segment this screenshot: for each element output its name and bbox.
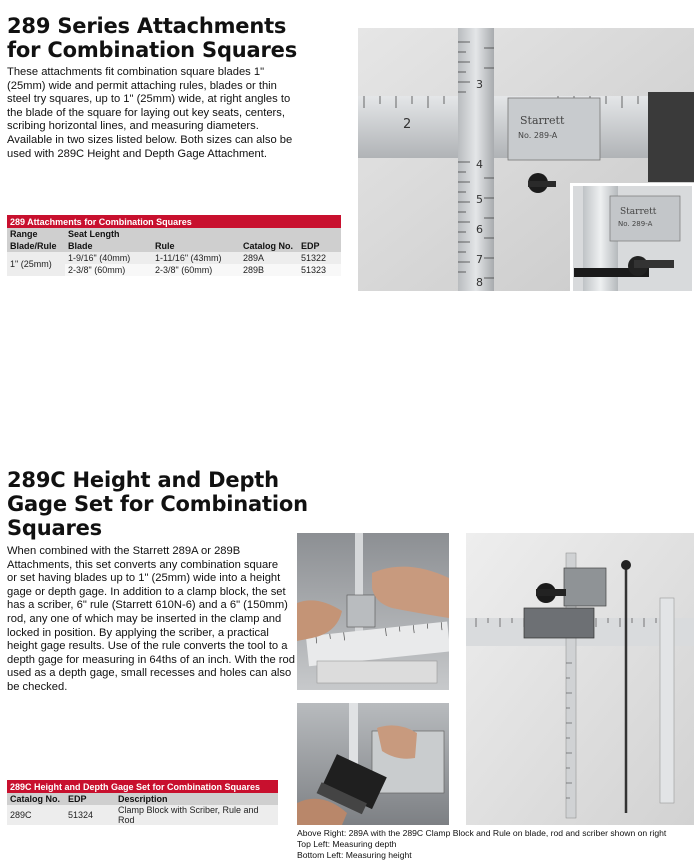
section-title-line: 289 Series Attachments xyxy=(7,14,287,38)
table-caption: 289C Height and Depth Gage Set for Combination Squares xyxy=(7,780,278,793)
table-cell: 51324 xyxy=(65,805,115,825)
text-line: used with 289C Height and Depth Gage Attachment. xyxy=(7,147,267,160)
column-header: Catalog No. xyxy=(7,793,65,805)
text-line: Attachments, this set converts any combination square xyxy=(7,558,279,571)
text-line: depth gage for measuring in 64ths of an inch. With the rod xyxy=(7,653,295,666)
column-header: Description xyxy=(115,793,278,805)
photo-caption xyxy=(297,828,666,861)
table-cell: 51323 xyxy=(298,264,341,276)
column-header: Catalog No. xyxy=(240,240,298,252)
photo-clamp-block-set xyxy=(466,533,694,825)
spec-table xyxy=(7,780,278,825)
spec-table xyxy=(7,215,341,276)
table-cell: 51322 xyxy=(298,252,341,264)
table-cell: 289A xyxy=(240,252,298,264)
table-cell: 2-3/8" (60mm) xyxy=(65,264,152,276)
caption-line: Top Left: Measuring depth xyxy=(297,839,397,849)
photo-measuring-depth xyxy=(297,533,449,690)
inset-engraving: No. 289-A xyxy=(618,220,653,228)
inset-engraving: Starrett xyxy=(620,207,657,217)
caption-line: Bottom Left: Measuring height xyxy=(297,850,412,860)
column-header: Blade xyxy=(65,240,152,252)
table-cell: 1-9/16" (40mm) xyxy=(65,252,152,264)
ruler-number: 6 xyxy=(476,223,483,236)
text-line: the blade of the square for laying out key seats, centers, xyxy=(7,106,285,119)
column-header: EDP xyxy=(65,793,115,805)
block-engraving: Starrett xyxy=(520,114,565,127)
text-line: height gage results. Use of the rule converts the tool to a xyxy=(7,640,288,653)
ruler-number: 7 xyxy=(476,253,483,266)
table-row xyxy=(7,252,341,264)
text-line: rod, any one of which may be inserted in the clamp and xyxy=(7,612,282,625)
text-line: Available in two sizes listed below. Both sizes can also be xyxy=(7,133,293,146)
section-title-line: Squares xyxy=(7,516,102,540)
column-header: EDP xyxy=(298,240,341,252)
text-line: When combined with the Starrett 289A or 289B xyxy=(7,545,241,557)
text-line: has a scriber, 6" rule (Starrett 610N-6) and a 6" (150mm) xyxy=(7,599,288,612)
section-description xyxy=(7,66,292,161)
column-header: Range xyxy=(7,228,65,240)
table-cell: 289C xyxy=(7,805,65,825)
text-line: locked in position. By applying the scriber, a practical xyxy=(7,626,269,639)
text-line: be checked. xyxy=(7,680,68,693)
section-description xyxy=(7,545,295,695)
ruler-number: 5 xyxy=(476,193,483,206)
product-photo-289a xyxy=(358,28,694,291)
section-title-line: 289C Height and Depth xyxy=(7,468,279,492)
table-cell: 289B xyxy=(240,264,298,276)
column-header: Seat Length xyxy=(65,228,152,240)
caption-line: Above Right: 289A with the 289C Clamp Block and Rule on blade, rod and scriber shown on right xyxy=(297,828,667,838)
text-line: steel try squares, up to 1" (25mm) wide, at right angles to xyxy=(7,93,291,106)
ruler-number: 3 xyxy=(476,78,483,91)
table-row xyxy=(7,805,278,825)
section-title-line: for Combination Squares xyxy=(7,38,298,62)
text-line: gage or depth gage. In addition to a clamp block, the set xyxy=(7,585,286,598)
table-cell: 1" (25mm) xyxy=(7,252,65,276)
section-title-line: Gage Set for Combination xyxy=(7,492,308,516)
table-cell: Clamp Block with Scriber, Rule and Rod xyxy=(115,805,278,825)
text-line: used as a depth gage, small recesses and holes can also xyxy=(7,667,292,680)
table-cell: 2-3/8" (60mm) xyxy=(152,264,240,276)
table-caption: 289 Attachments for Combination Squares xyxy=(7,215,341,228)
ruler-number: 4 xyxy=(476,158,483,171)
ruler-number: 8 xyxy=(476,276,483,289)
text-line: These attachments fit combination square blades 1" xyxy=(7,66,265,78)
section-title xyxy=(7,468,308,540)
block-engraving: No. 289-A xyxy=(518,131,558,140)
text-line: or set having blades up to 1" (25mm) wide into a height xyxy=(7,572,281,585)
text-line: (25mm) wide and permit attaching rules, blades or thin xyxy=(7,79,277,92)
column-header: Blade/Rule xyxy=(7,240,65,252)
table-cell: 1-11/16" (43mm) xyxy=(152,252,240,264)
column-header: Rule xyxy=(152,240,240,252)
text-line: scribing horizontal lines, and measuring diameters. xyxy=(7,120,259,133)
section-title xyxy=(7,14,297,62)
photo-measuring-height xyxy=(297,703,449,825)
ruler-number: 2 xyxy=(403,117,412,132)
